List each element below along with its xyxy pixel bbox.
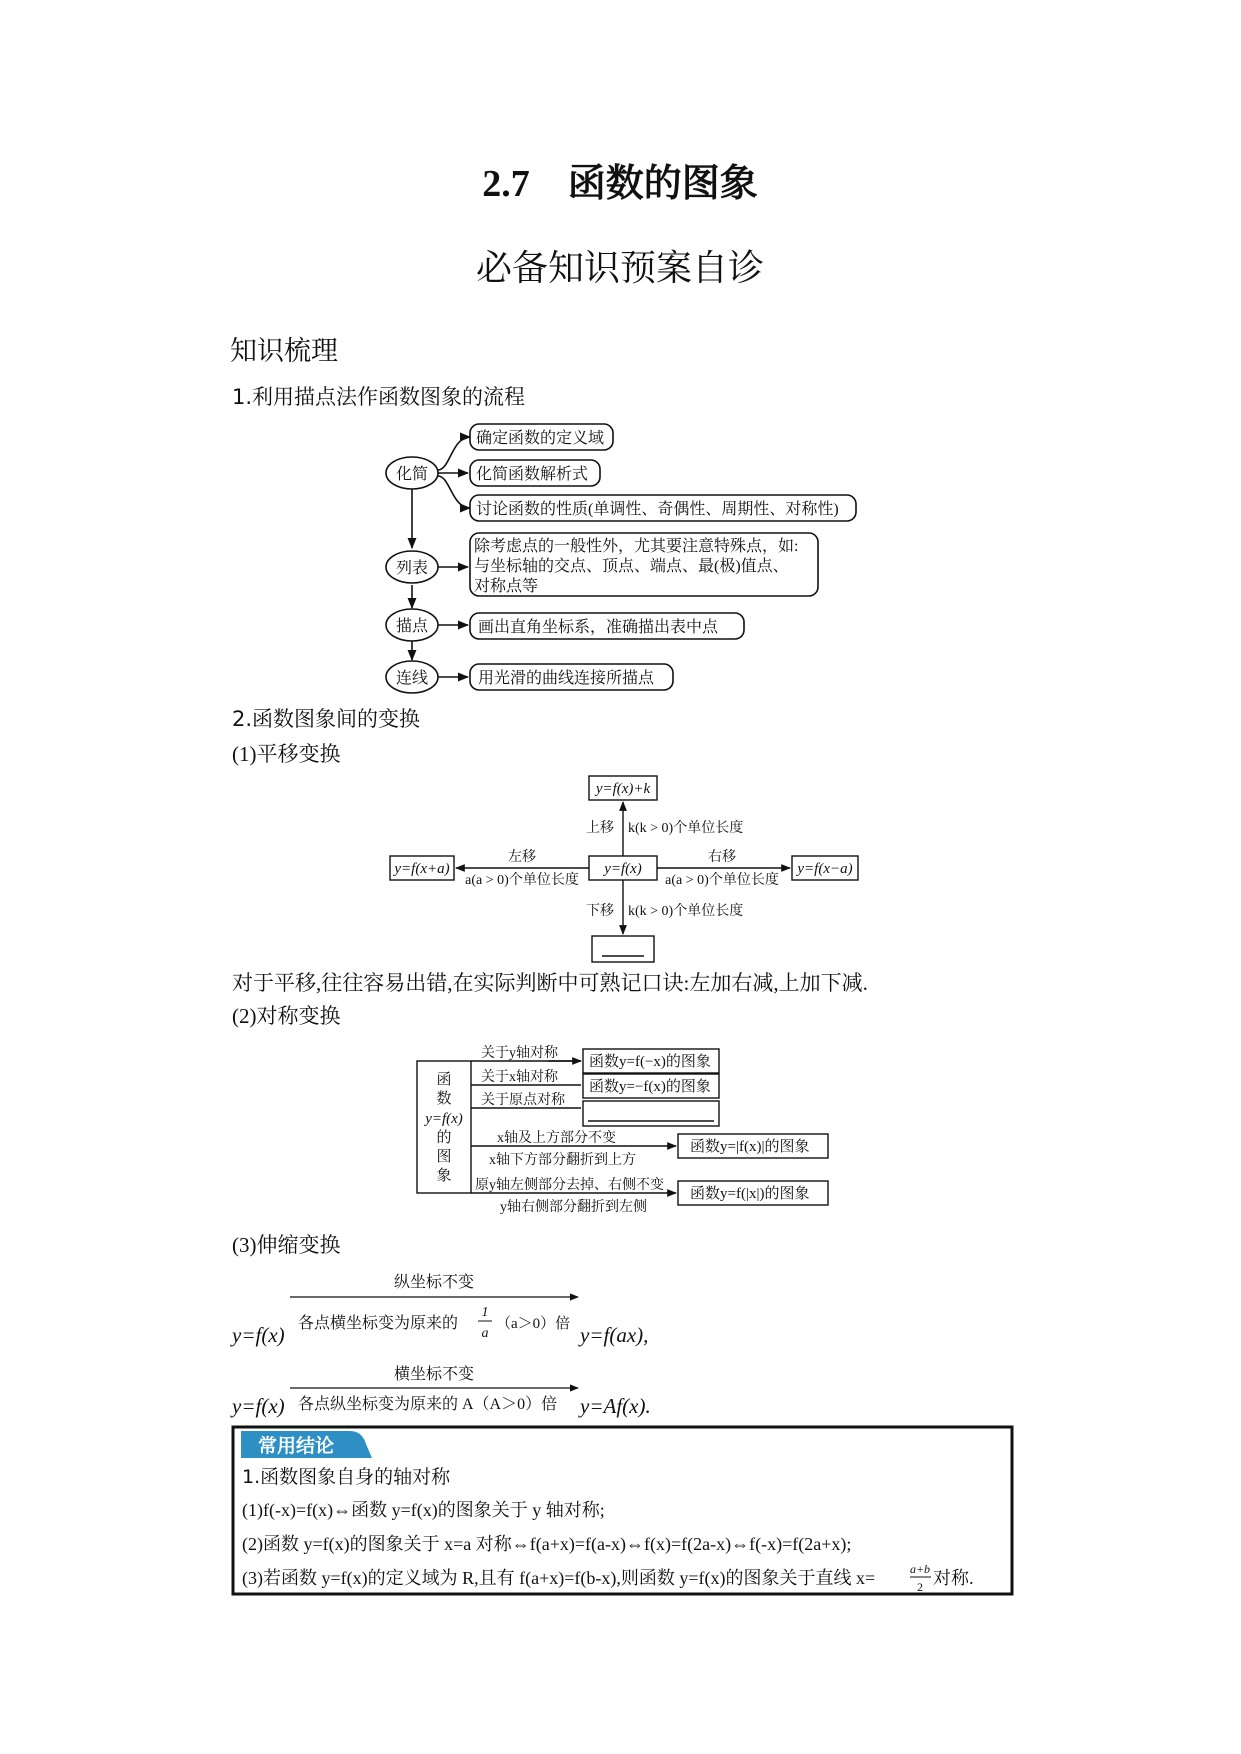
result-y: 函数y=f(−x)的图象 <box>589 1054 711 1070</box>
label-up-a: 上移 <box>586 821 614 836</box>
flow-step-label-2: 列表 <box>395 560 429 577</box>
source-char-5: 图 <box>436 1149 452 1165</box>
stretch-row2-top: 横坐标不变 <box>393 1366 475 1383</box>
label-top: y=f(x)+k <box>595 781 651 797</box>
label-center: y=f(x) <box>604 861 642 877</box>
label-down-a: 下移 <box>586 904 614 919</box>
source-char-3: y=f(x) <box>425 1111 463 1127</box>
label-right: y=f(x−a) <box>797 861 853 877</box>
flow-step-label-1: 化简 <box>395 466 429 483</box>
conclusion-line-2: (2)函数 y=f(x)的图象关于 x=a 对称⇔f(a+x)=f(a-x)⇔f(x)=f(2a-x)⇔f(-x)=f(2a+x); <box>242 1534 852 1554</box>
source-char-6: 象 <box>436 1168 452 1184</box>
flow-text-table-3: 对称点等 <box>474 578 539 595</box>
conclusion-box <box>233 1427 1012 1594</box>
stretch-row1-top: 纵坐标不变 <box>393 1274 475 1291</box>
flow-text-table-1: 除考虑点的一般性外，尤其要注意特殊点，如: <box>474 538 799 555</box>
result-absx: 函数y=f(|x|)的图象 <box>690 1186 810 1202</box>
stretch-title: (3)伸缩变换 <box>232 1233 341 1257</box>
flow-branch-1 <box>438 437 470 470</box>
absx-rule-1: 原y轴左侧部分去掉、右侧不变 <box>475 1178 664 1193</box>
flow-text-connect: 用光滑的曲线连接所描点 <box>478 670 655 687</box>
symmetry-diagram <box>417 1045 828 1215</box>
abs-rule-1: x轴及上方部分不变 <box>497 1131 616 1146</box>
label-right-a: 右移 <box>708 850 736 865</box>
stretch-row2-left: y=f(x) <box>232 1394 285 1418</box>
item1-title: 1.利用描点法作函数图象的流程 <box>232 385 526 409</box>
abs-rule-2: x轴下方部分翻折到上方 <box>489 1153 636 1168</box>
flow-text-table-2: 与坐标轴的交点、顶点、端点、最(极)值点、 <box>474 558 789 575</box>
flow-branch-3 <box>438 476 470 508</box>
conclusion-frac-den: 2 <box>917 1580 923 1594</box>
stretch-row1-right: y=f(ax), <box>580 1323 649 1347</box>
label-right-b: a(a > 0)个单位长度 <box>665 873 779 888</box>
stretch-row-2 <box>230 1365 651 1418</box>
flow-step-label-4: 连线 <box>395 670 429 687</box>
label-left-a: 左移 <box>508 850 536 865</box>
label-left: y=f(x+a) <box>394 861 450 877</box>
conclusion-badge-label: 常用结论 <box>258 1435 335 1457</box>
chapter-title: 2.7 函数的图象 <box>482 163 758 205</box>
section-title: 必备知识预案自诊 <box>475 248 765 289</box>
flow-text-domain: 确定函数的定义域 <box>476 430 605 447</box>
rule-o: 关于原点对称 <box>481 1093 565 1108</box>
conclusion-frac-num: a+b <box>909 1562 931 1576</box>
label-down-b: k(k > 0)个单位长度 <box>628 904 744 919</box>
flow-text-plot: 画出直角坐标系，准确描出表中点 <box>478 619 719 636</box>
translation-title: (1)平移变换 <box>232 742 341 766</box>
box-bottom-blank <box>592 936 654 962</box>
translation-diagram <box>390 776 858 962</box>
rule-x: 关于x轴对称 <box>481 1070 558 1085</box>
result-abs: 函数y=|f(x)|的图象 <box>690 1139 810 1155</box>
stretch-row2-right: y=Af(x). <box>580 1394 651 1418</box>
source-char-4: 的 <box>436 1130 452 1146</box>
stretch-row2-bottom: 各点纵坐标变为原来的 A（A＞0）倍 <box>298 1396 558 1413</box>
conclusion-line-3-post: 对称. <box>933 1568 974 1588</box>
label-up-b: k(k > 0)个单位长度 <box>628 821 744 836</box>
flow-text-simplify: 化简函数解析式 <box>476 466 589 483</box>
result-box-o-blank <box>583 1101 719 1126</box>
knowledge-heading: 知识梳理 <box>230 336 338 367</box>
label-left-b: a(a > 0)个单位长度 <box>465 873 579 888</box>
stretch-row1-bottom-pre: 各点横坐标变为原来的 <box>298 1315 459 1332</box>
stretch-row1-bottom-post: （a＞0）倍 <box>496 1316 571 1332</box>
source-char-2: 数 <box>436 1091 452 1107</box>
translation-note: 对于平移,往往容易出错,在实际判断中可熟记口诀:左加右减,上加下减. <box>232 971 868 995</box>
conclusion-title: 1.函数图象自身的轴对称 <box>242 1466 451 1488</box>
stretch-row1-frac-num: 1 <box>481 1305 489 1320</box>
stretch-row1-frac-den: a <box>481 1326 489 1341</box>
item2-title: 2.函数图象间的变换 <box>232 707 421 731</box>
conclusion-line-3-pre: (3)若函数 y=f(x)的定义域为 R,且有 f(a+x)=f(b-x),则函数 y=f(x)的图象关于直线 x= <box>242 1568 876 1588</box>
source-char-1: 函 <box>436 1072 452 1088</box>
flow-step-label-3: 描点 <box>395 618 429 635</box>
flow-text-properties: 讨论函数的性质(单调性、奇偶性、周期性、对称性) <box>476 501 839 518</box>
stretch-row-1 <box>230 1273 648 1347</box>
symmetry-title: (2)对称变换 <box>232 1004 341 1028</box>
stretch-row1-left: y=f(x) <box>232 1323 285 1347</box>
absx-rule-2: y轴右侧部分翻折到左侧 <box>500 1200 647 1215</box>
conclusion-line-1: (1)f(-x)=f(x)⇔函数 y=f(x)的图象关于 y 轴对称; <box>242 1500 605 1520</box>
rule-y: 关于y轴对称 <box>481 1046 558 1061</box>
result-x: 函数y=−f(x)的图象 <box>589 1079 711 1095</box>
